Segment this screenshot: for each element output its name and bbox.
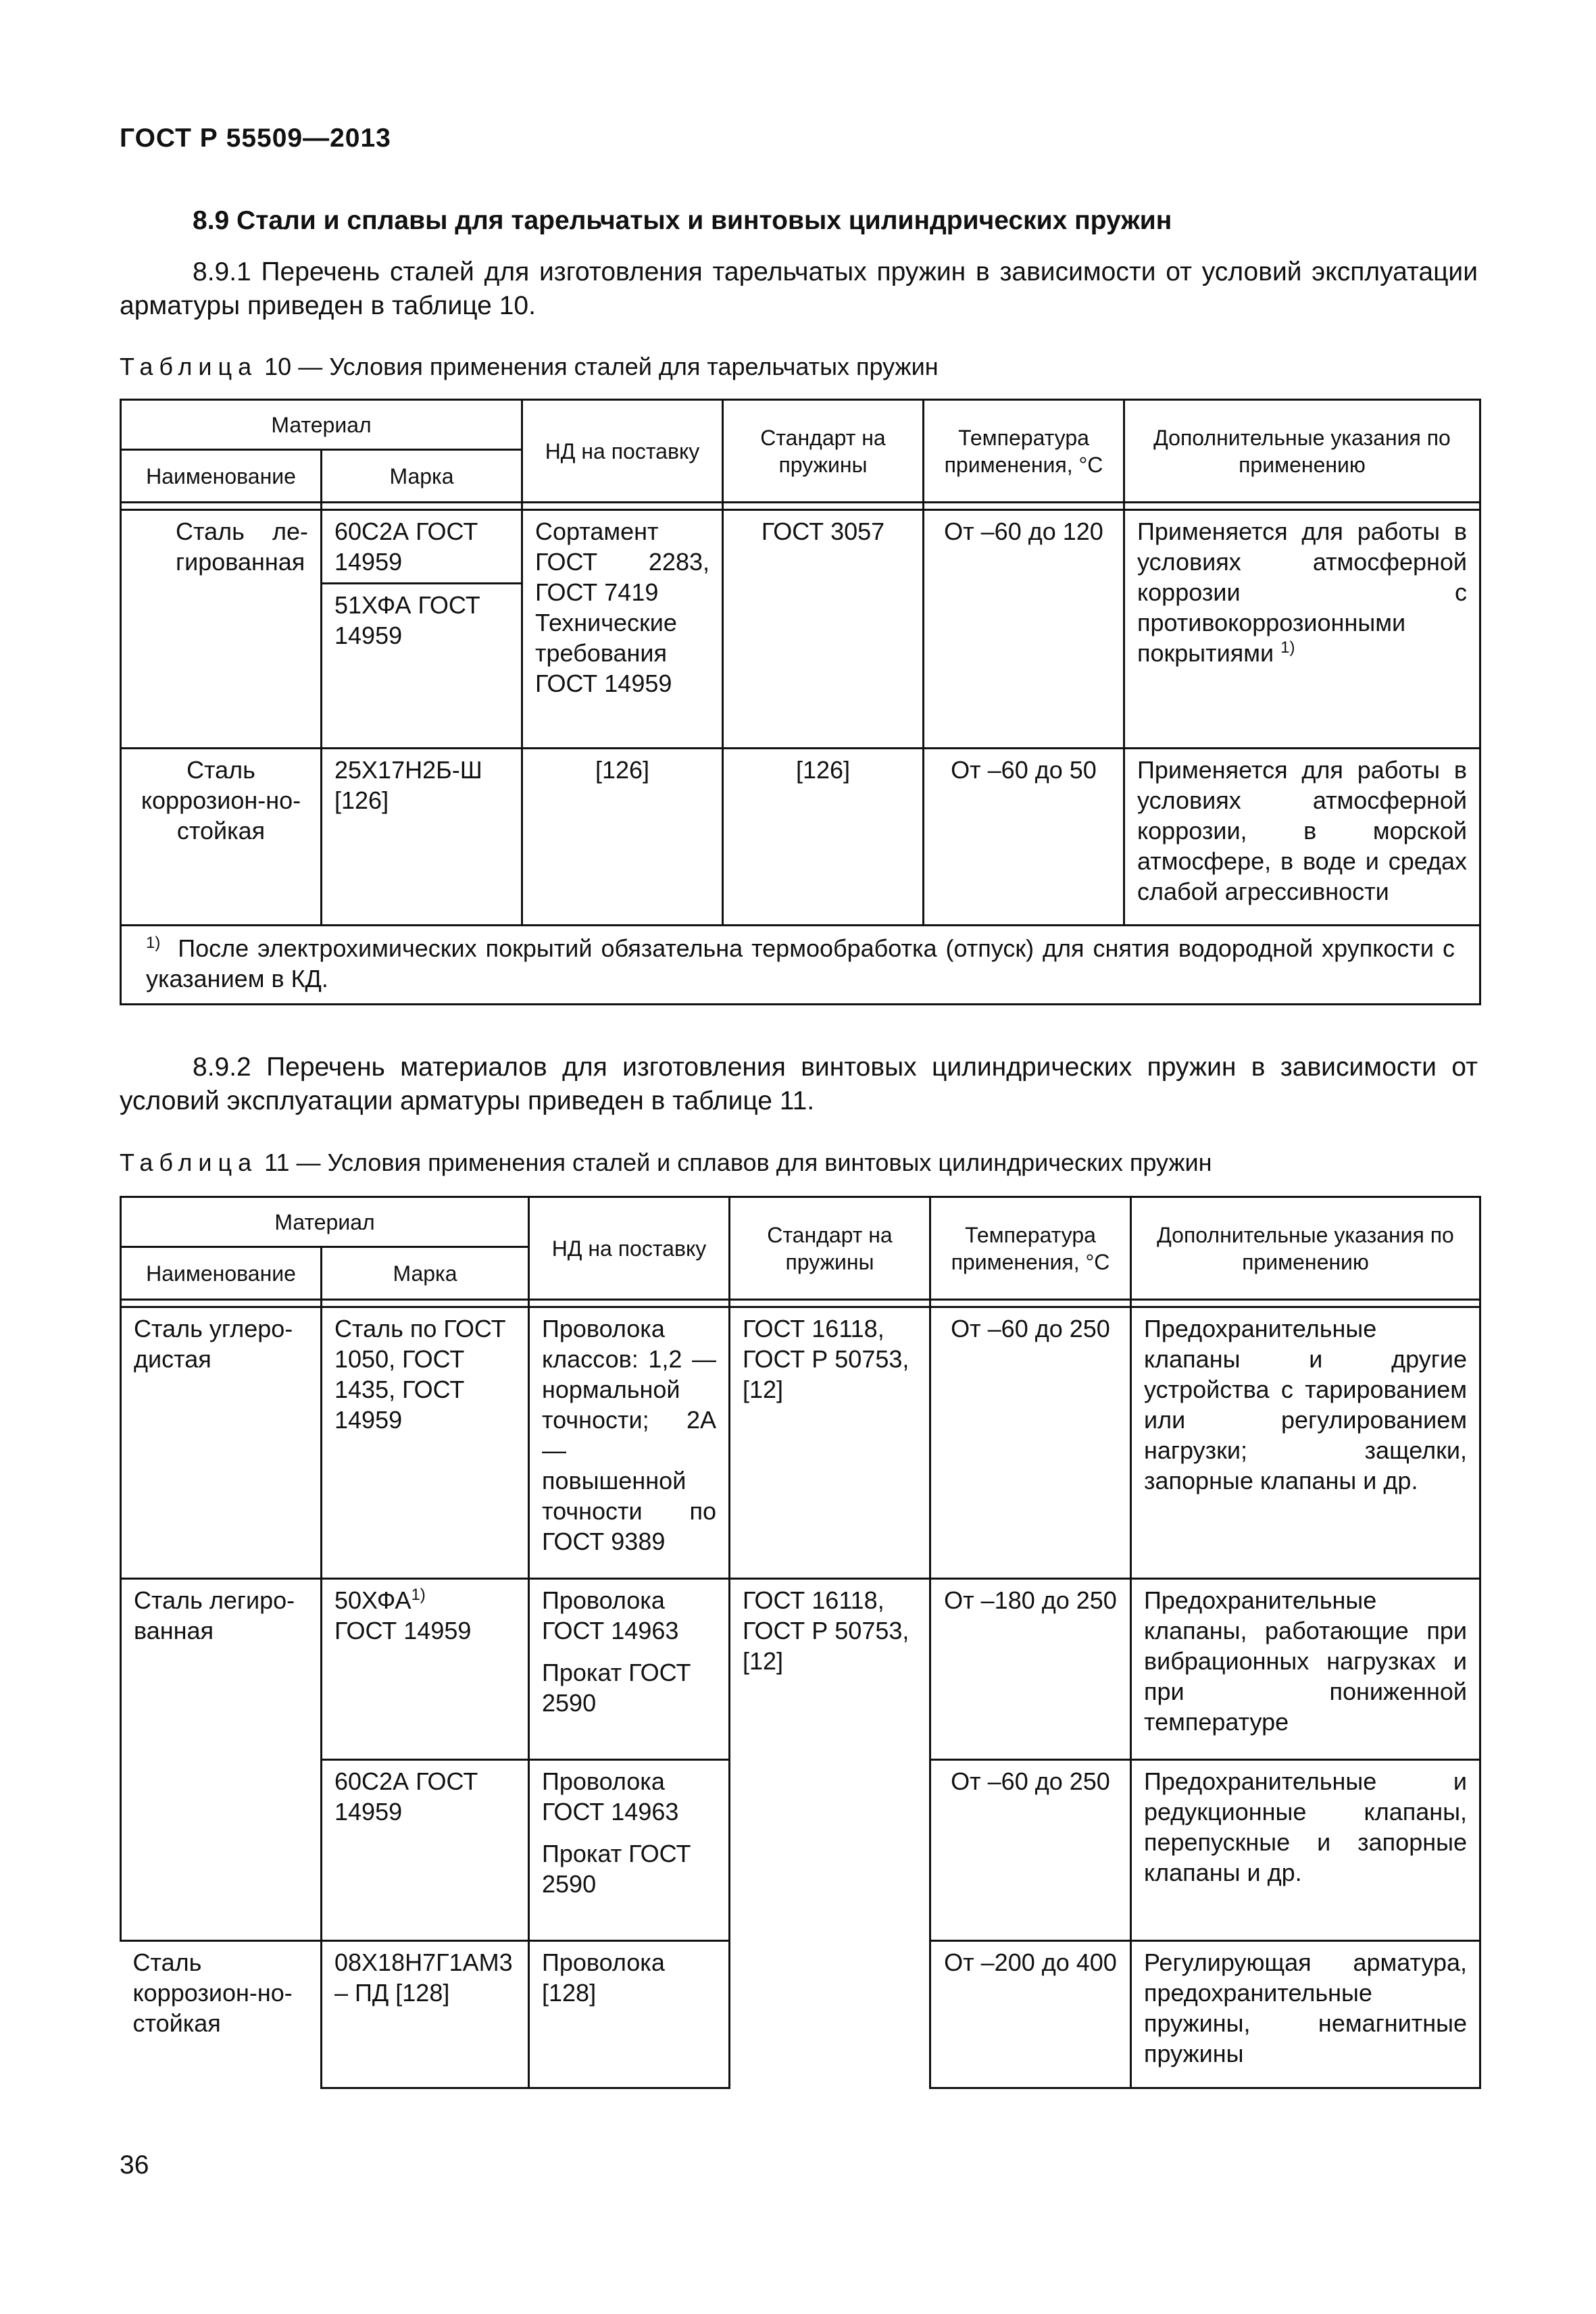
cell-standard: [126] bbox=[723, 749, 924, 926]
cell-name: Сталь ле-гированная bbox=[121, 510, 322, 749]
table-10-caption bbox=[120, 353, 939, 381]
header-grade: Марка bbox=[322, 450, 522, 503]
cell-grade: 60С2А ГОСТ 14959 bbox=[322, 510, 522, 584]
nd-rolled: Прокат ГОСТ 2590 bbox=[542, 1659, 691, 1717]
header-standard: Стандарт на пружины bbox=[723, 400, 924, 503]
cell-nd bbox=[522, 510, 723, 749]
header-nd: НД на поставку bbox=[529, 1197, 730, 1300]
cell-name: Сталь углеро-дистая bbox=[121, 1307, 322, 1579]
cell-temperature: От –180 до 250 bbox=[930, 1579, 1131, 1760]
table-10 bbox=[120, 399, 1481, 1005]
cell-temperature: От –60 до 250 bbox=[930, 1760, 1131, 1941]
cell-temperature: От –200 до 400 bbox=[930, 1941, 1131, 2088]
footnote-ref: 1) bbox=[1280, 638, 1295, 657]
cell-standard: ГОСТ 16118, ГОСТ Р 50753, [12] bbox=[730, 1307, 930, 1579]
paragraph-8-9-2 bbox=[120, 1051, 1478, 1118]
paragraph-8-9-1 bbox=[120, 255, 1478, 323]
caption-word: Таблица bbox=[120, 1149, 258, 1176]
cell-notes: Предохранительные клапаны, работающие при вибрационных нагрузках и при пониженной температуре bbox=[1131, 1579, 1480, 1760]
cell-standard: ГОСТ 16118, ГОСТ Р 50753, [12] bbox=[730, 1579, 930, 2088]
cell-grade: 60С2А ГОСТ 14959 bbox=[322, 1760, 529, 1941]
paragraph-text: 8.9.1 Перечень сталей для изготовления тарельчатых пружин в зависимости от условий эксплуатации арматуры приведен в таблице 10. bbox=[120, 257, 1478, 320]
footnote-text: После электрохимических покрытий обязательна термообработка (отпуск) для снятия водородной хрупкости с указанием в КД. bbox=[146, 934, 1455, 992]
cell-grade: 51ХФА ГОСТ 14959 bbox=[322, 584, 522, 749]
header-name: Наименование bbox=[121, 450, 322, 503]
header-nd: НД на поставку bbox=[522, 400, 723, 503]
table-row bbox=[121, 510, 1480, 584]
cell-nd: Проволока [128] bbox=[529, 1941, 730, 2088]
header-material: Материал bbox=[121, 400, 522, 450]
header-notes: Дополнительные указания по применению bbox=[1124, 400, 1480, 503]
section-title: 8.9 Стали и сплавы для тарельчатых и винтовых цилиндрических пружин bbox=[193, 206, 1172, 235]
cell-notes: Применяется для работы в условиях атмосферной коррозии, в морской атмосфере, в воде и средах слабой агрессивности bbox=[1124, 749, 1480, 926]
cell-grade bbox=[322, 1579, 529, 1760]
grade-standard: ГОСТ 14959 bbox=[334, 1617, 472, 1644]
header-material: Материал bbox=[121, 1197, 529, 1247]
table-11 bbox=[120, 1196, 1481, 2089]
header-temperature: Температура применения, °С bbox=[924, 400, 1124, 503]
cell-nd bbox=[529, 1579, 730, 1760]
header-standard: Стандарт на пружины bbox=[730, 1197, 930, 1300]
nd-wire: Проволока ГОСТ 14963 bbox=[542, 1767, 679, 1826]
cell-notes bbox=[1124, 510, 1480, 749]
table-row bbox=[121, 749, 1480, 926]
header-name: Наименование bbox=[121, 1247, 322, 1300]
header-grade: Марка bbox=[322, 1247, 529, 1300]
cell-grade: 08Х18Н7Г1АМ3 – ПД [128] bbox=[322, 1941, 529, 2088]
nd-wire: Проволока ГОСТ 14963 bbox=[542, 1586, 679, 1644]
table-row bbox=[121, 1307, 1480, 1579]
document-header: ГОСТ Р 55509—2013 bbox=[120, 124, 391, 153]
header-notes: Дополнительные указания по применению bbox=[1131, 1197, 1480, 1300]
header-temperature: Температура применения, °С bbox=[930, 1197, 1131, 1300]
cell-name: Сталь коррозион-но-стойкая bbox=[121, 749, 322, 926]
caption-text: 11 — Условия применения сталей и сплавов для винтовых цилиндрических пружин bbox=[257, 1149, 1212, 1176]
caption-word: Таблица bbox=[120, 353, 258, 380]
page-number: 36 bbox=[120, 2150, 149, 2180]
cell-temperature: От –60 до 120 bbox=[924, 510, 1124, 749]
notes-text: Применяется для работы в условиях атмосферной коррозии с противокоррозионными покрытиями bbox=[1137, 518, 1467, 667]
table-11-caption bbox=[120, 1149, 1212, 1177]
cell-grade: 25Х17Н2Б-Ш [126] bbox=[322, 749, 522, 926]
footnote-mark: 1) bbox=[146, 934, 161, 952]
caption-text: 10 — Условия применения сталей для тарельчатых пружин bbox=[257, 353, 939, 380]
cell-notes: Предохранительные и редукционные клапаны, перепускные и запорные клапаны и др. bbox=[1131, 1760, 1480, 1941]
cell-grade: Сталь по ГОСТ 1050, ГОСТ 1435, ГОСТ 14959 bbox=[322, 1307, 529, 1579]
table-row bbox=[121, 1579, 1480, 1760]
nd-assortment: Сортамент ГОСТ 2283, ГОСТ 7419 bbox=[535, 518, 709, 606]
cell-notes: Регулирующая арматура, предохранительные пружины, немагнитные пружины bbox=[1131, 1941, 1480, 2088]
cell-name: Сталь легиро-ванная bbox=[121, 1579, 322, 1941]
cell-name: Сталь коррозион-но-стойкая bbox=[121, 1941, 322, 2088]
grade-text: 50ХФА bbox=[334, 1586, 412, 1614]
footnote-ref: 1) bbox=[411, 1586, 426, 1604]
cell-temperature: От –60 до 50 bbox=[924, 749, 1124, 926]
cell-temperature: От –60 до 250 bbox=[930, 1307, 1131, 1579]
cell-nd: Проволока классов: 1,2 — нормальной точности; 2А — повышенной точности по ГОСТ 9389 bbox=[529, 1307, 730, 1579]
nd-technical: Технические требования ГОСТ 14959 bbox=[535, 609, 677, 697]
paragraph-text: 8.9.2 Перечень материалов для изготовления винтовых цилиндрических пружин в зависимости от условий эксплуатации арматуры приведен в таблице 11. bbox=[120, 1053, 1478, 1115]
nd-rolled: Прокат ГОСТ 2590 bbox=[542, 1840, 691, 1898]
cell-standard: ГОСТ 3057 bbox=[723, 510, 924, 749]
table-footnote bbox=[121, 926, 1480, 1005]
table-footnote-row bbox=[121, 926, 1480, 1005]
cell-nd bbox=[529, 1760, 730, 1941]
cell-notes: Предохранительные клапаны и другие устройства с тарированием или регулированием нагрузки; защелки, запорные клапаны и др. bbox=[1131, 1307, 1480, 1579]
cell-nd: [126] bbox=[522, 749, 723, 926]
